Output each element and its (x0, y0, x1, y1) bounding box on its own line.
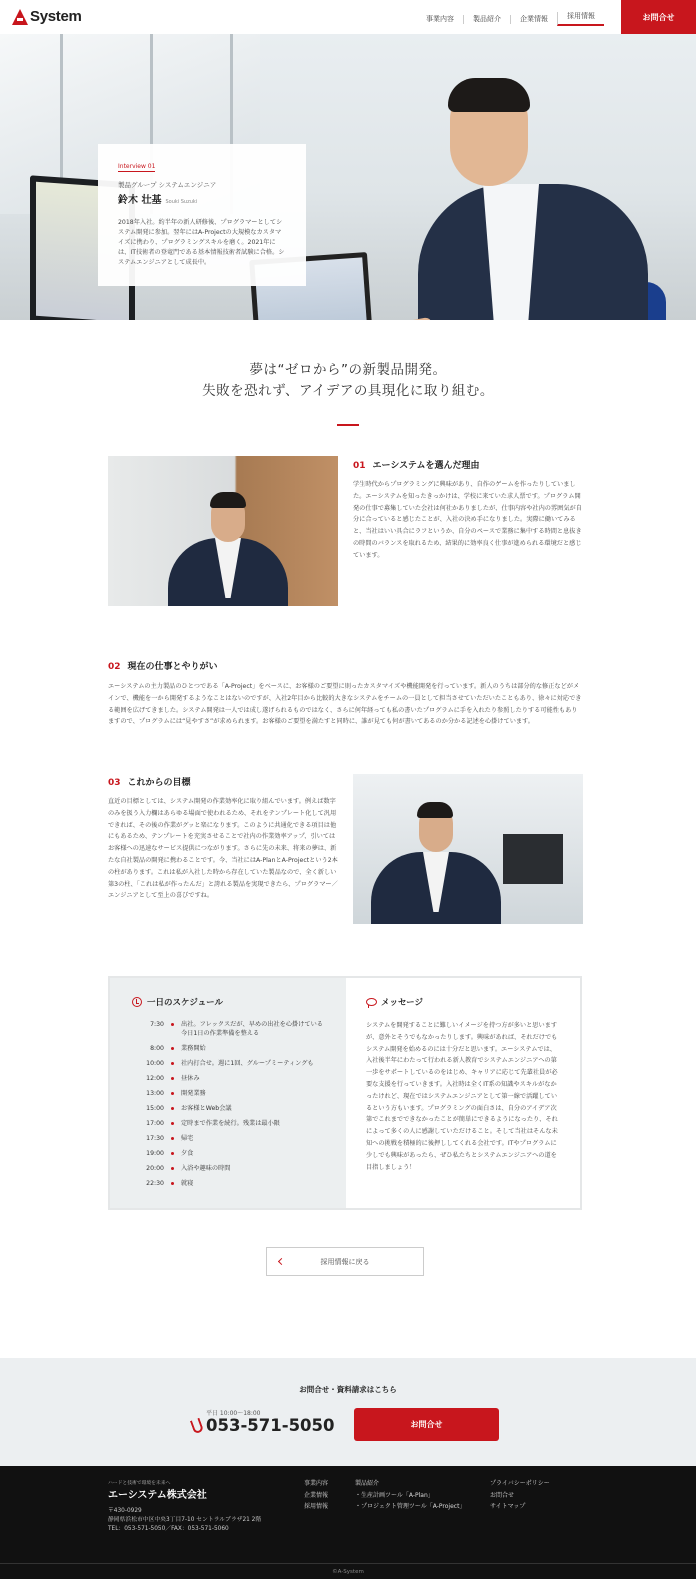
schedule-dot (171, 1023, 174, 1026)
lead-section (0, 320, 696, 426)
hero-image (0, 34, 696, 320)
message-title: メッセージ (366, 996, 560, 1008)
schedule-desc: 入浴や趣味の時間 (181, 1165, 231, 1172)
section-01-photo (108, 456, 338, 606)
schedule-dot (171, 1077, 174, 1080)
schedule-dot (171, 1092, 174, 1095)
footer-col-1 (304, 1478, 328, 1513)
profile-name: 鈴木 壮基 Souki Suzuki (118, 195, 198, 206)
schedule-desc: 業務開始 (181, 1045, 206, 1052)
schedule-time: 17:30 (146, 1135, 164, 1142)
schedule-row (132, 1134, 324, 1143)
back-to-recruit-button[interactable] (266, 1247, 424, 1276)
section-03 (108, 775, 338, 902)
footer-link-privacy[interactable]: プライバシーポリシー (490, 1480, 550, 1487)
nav-business[interactable]: 事業内容 (426, 14, 454, 23)
back-label: 採用情報に戻る (320, 1257, 370, 1266)
message-text: システムを開発することに難しいイメージを持つ方が多いと思いますが、意外とそうでもなかったりします。興味があれば、それだけでもシステム開発を始めるのには十分だと思います。エーシステムでは、入社後半年にわたって行われる新人教育でシステムエンジニアへの第一歩をサポートしているのをはじめ、キャリアに応じて先輩社員が必要な支援を行っていきます。入社時は全くIT系の知識やスキルがなかったけれど、現在ではシステムエンジニアとして第一線で活躍しているという方もいます。プログラミングの面白さは、自分のアイデア次第でこれまでできなかったことが簡単にできるようになったり、それによって多くの人に感謝していただけること。そして当社はそんな未知への挑戦を積極的に後押ししてくれる会社です。ITやプログラムに少しでも興味があったら、ぜひ私たちとシステムエンジニアへの道を目指しましょう！ (366, 1022, 558, 1171)
profile-card (98, 144, 306, 286)
schedule-row (132, 1074, 324, 1083)
schedule-time: 10:00 (146, 1060, 164, 1067)
schedule-dot (171, 1182, 174, 1185)
schedule-message-box (108, 976, 582, 1210)
contact-tel[interactable]: 053-571-5050 (192, 1416, 335, 1435)
interview-tag: Interview 01 (118, 163, 156, 170)
schedule-desc: お客様とWeb会議 (181, 1105, 232, 1112)
site-logo[interactable] (12, 8, 82, 25)
schedule-desc: 社内打合せ。週に1回、グループミーティングも (181, 1060, 314, 1067)
section-03-text: 直近の目標としては、システム開発の作業効率化に取り組んでいます。例えば数字のみを扱う入力欄はあらゆる場面で使われるため、それをテンプレート化して汎用できれば、その後の作業がグッと楽になります。このように共通化できる項目は他にもあるため、テンプレートを充実させることで社内の作業効率アップ、引いてはお客様への迅速なサービス提供につながります。さらに先の未来、将来の夢は、新たな自社製品の開発に携わることです。今、当社にはA-PlanとA-Projectという2本の柱があります。これは私が入社した時から存在していた製品なので、全く新しい第3の柱、「これは私が作ったんだ」と誇れる製品を実現できたら、プログラマー／エンジニアとして至上の喜びですね。 (108, 798, 338, 900)
schedule-time: 22:30 (146, 1180, 164, 1187)
schedule-dot (171, 1047, 174, 1050)
footer-company: エーシステム株式会社 (108, 1490, 207, 1501)
schedule-panel (110, 978, 346, 1208)
section-02-title: 02 現在の仕事とやりがい (108, 662, 218, 672)
schedule-time: 17:00 (146, 1120, 164, 1127)
schedule-dot (171, 1152, 174, 1155)
footer-link-recruit[interactable]: 採用情報 (304, 1503, 329, 1510)
schedule-row (132, 1149, 324, 1158)
lead-divider (337, 424, 359, 426)
schedule-desc: 開発業務 (181, 1090, 206, 1097)
schedule-row (132, 1104, 324, 1113)
footer-col-3 (490, 1478, 550, 1513)
message-panel (346, 978, 580, 1208)
footer-link-sitemap[interactable]: サイトマップ (490, 1503, 526, 1510)
nav-company[interactable]: 企業情報 (510, 15, 557, 24)
schedule-dot (171, 1137, 174, 1140)
schedule-row (132, 1119, 324, 1128)
lead-line-2: 失敗を恐れず、アイデアの具現化に取り組む。 (202, 383, 494, 399)
clock-icon (132, 997, 142, 1007)
schedule-dot (171, 1122, 174, 1125)
schedule-dot (171, 1167, 174, 1170)
profile-dept: 製品グループ システムエンジニア (118, 181, 217, 189)
header-contact-button[interactable]: お問合せ (621, 0, 696, 34)
schedule-list (132, 1020, 330, 1188)
schedule-desc: 夕食 (181, 1150, 194, 1157)
footer-copyright: ©A-System (0, 1563, 696, 1575)
phone-icon (190, 1417, 204, 1434)
schedule-row (132, 1044, 324, 1053)
contact-band (0, 1358, 696, 1466)
footer-address: 〒430-0929 静岡県浜松市中区中央3丁目7-10 セントラルプラザ21 2階 TEL：053-571-5050／FAX：053-571-5060 (108, 1508, 262, 1532)
contact-button[interactable]: お問合せ (354, 1408, 499, 1441)
footer-link-company[interactable]: 企業情報 (304, 1491, 329, 1499)
footer-link-a-plan[interactable]: ・生産計画ツール「A-Plan」 (355, 1491, 434, 1499)
schedule-time: 15:00 (146, 1105, 164, 1112)
schedule-row (132, 1164, 324, 1173)
schedule-time: 19:00 (146, 1150, 164, 1157)
profile-bio: 2018年入社。約半年の新人研修後、プログラマーとしてシステム開発に参加。翌年にはA-Projectの大規模なカスタマイズに携わり、プログラミングスキルを磨く。2021年には、IT技術者の登竜門である基本情報技術者試験に合格。システムエンジニアとして成長中。 (118, 219, 285, 266)
footer-col-2 (355, 1478, 465, 1513)
section-03-photo (353, 774, 583, 924)
contact-hours: 平日 10:00〜18:00 (206, 1410, 261, 1417)
nav-products[interactable]: 製品紹介 (463, 15, 510, 24)
site-header (0, 0, 696, 34)
schedule-row (132, 1020, 330, 1038)
footer-link-contact[interactable]: お問合せ (490, 1491, 515, 1499)
logo-a-mark (12, 9, 28, 25)
schedule-desc: 就寝 (181, 1180, 194, 1187)
footer-link-a-project[interactable]: ・プロジェクト管理ツール「A-Project」 (355, 1503, 466, 1510)
contact-title: お問合せ・資料請求はこちら (299, 1385, 397, 1394)
schedule-row (132, 1059, 324, 1068)
schedule-desc: 出社。フレックスだが、早めの出社を心掛けている 今日1日の作業準備を整える (181, 1021, 330, 1037)
schedule-dot (171, 1062, 174, 1065)
footer-link-products[interactable]: 製品紹介 (355, 1480, 380, 1487)
section-03-title: 03 これからの目標 (108, 778, 191, 788)
section-01 (353, 458, 583, 562)
lead-line-1: 夢は“ゼロから”の新製品開発。 (249, 362, 447, 378)
schedule-time: 8:00 (150, 1045, 164, 1052)
section-01-text: 学生時代からプログラミングに興味があり、自作のゲームを作ったりしていました。エーシステムを知ったきっかけは、学校に来ていた求人票です。プログラム開発の仕事で募集していた会社は何社かありましたが、仕事内容や社内の雰囲気が自分に合っていると感じたことが、入社の決め手になりました。実際に働いてみると、当社はいい具合にラフというか、自分のペースで業務に集中する時間と息抜きの時間のバランスを取れるため、結果的に効率良く仕事が進められる環境だと感じています。 (353, 481, 582, 559)
schedule-row (132, 1089, 324, 1098)
schedule-title: 一日のスケジュール (132, 996, 324, 1008)
hero-person (408, 64, 688, 320)
section-02 (108, 659, 582, 728)
schedule-dot (171, 1107, 174, 1110)
profile-romaji: Souki Suzuki (165, 199, 198, 205)
site-footer (0, 1466, 696, 1579)
section-01-title: 01 エーシステムを選んだ理由 (353, 461, 480, 471)
schedule-desc: 定時まで作業を続行。残業は最小限 (181, 1120, 280, 1127)
global-nav (417, 12, 604, 26)
footer-link-business[interactable]: 事業内容 (304, 1480, 329, 1487)
schedule-time: 7:30 (150, 1021, 164, 1028)
chevron-left-icon (278, 1258, 285, 1265)
schedule-desc: 昼休み (181, 1075, 200, 1082)
schedule-desc: 帰宅 (181, 1135, 194, 1142)
footer-tagline: ハードと技術で環境を未来へ (108, 1481, 171, 1486)
schedule-row (132, 1179, 324, 1188)
nav-recruit[interactable]: 採用情報 (557, 12, 604, 26)
speech-bubble-icon (366, 998, 377, 1006)
schedule-time: 12:00 (146, 1075, 164, 1082)
schedule-time: 13:00 (146, 1090, 164, 1097)
schedule-time: 20:00 (146, 1165, 164, 1172)
section-02-text: エーシステムの主力製品のひとつである「A-Project」をベースに、お客様のご要望に則ったカスタマイズや機能開発を行っています。新人のうちは部分的な修正などがメインで、機能を一から開発するようなことはないのですが、入社2年目から比較的大きなシステムをチームの一員として担当させていただいたこともあり、徐々に対応できる範囲を広げてきました。システム開発は一人では成し遂げられるものではなく、さらに何年経っても私の書いたプログラムに手を入れたり参照したりする可能性もありますので、プログラムには“見やすさ”が求められます。お客様のご要望を満たすと同時に、誰が見ても何が書いてあるのか分かる記述を心掛けています。 (108, 683, 582, 726)
logo-text: System (30, 8, 82, 25)
